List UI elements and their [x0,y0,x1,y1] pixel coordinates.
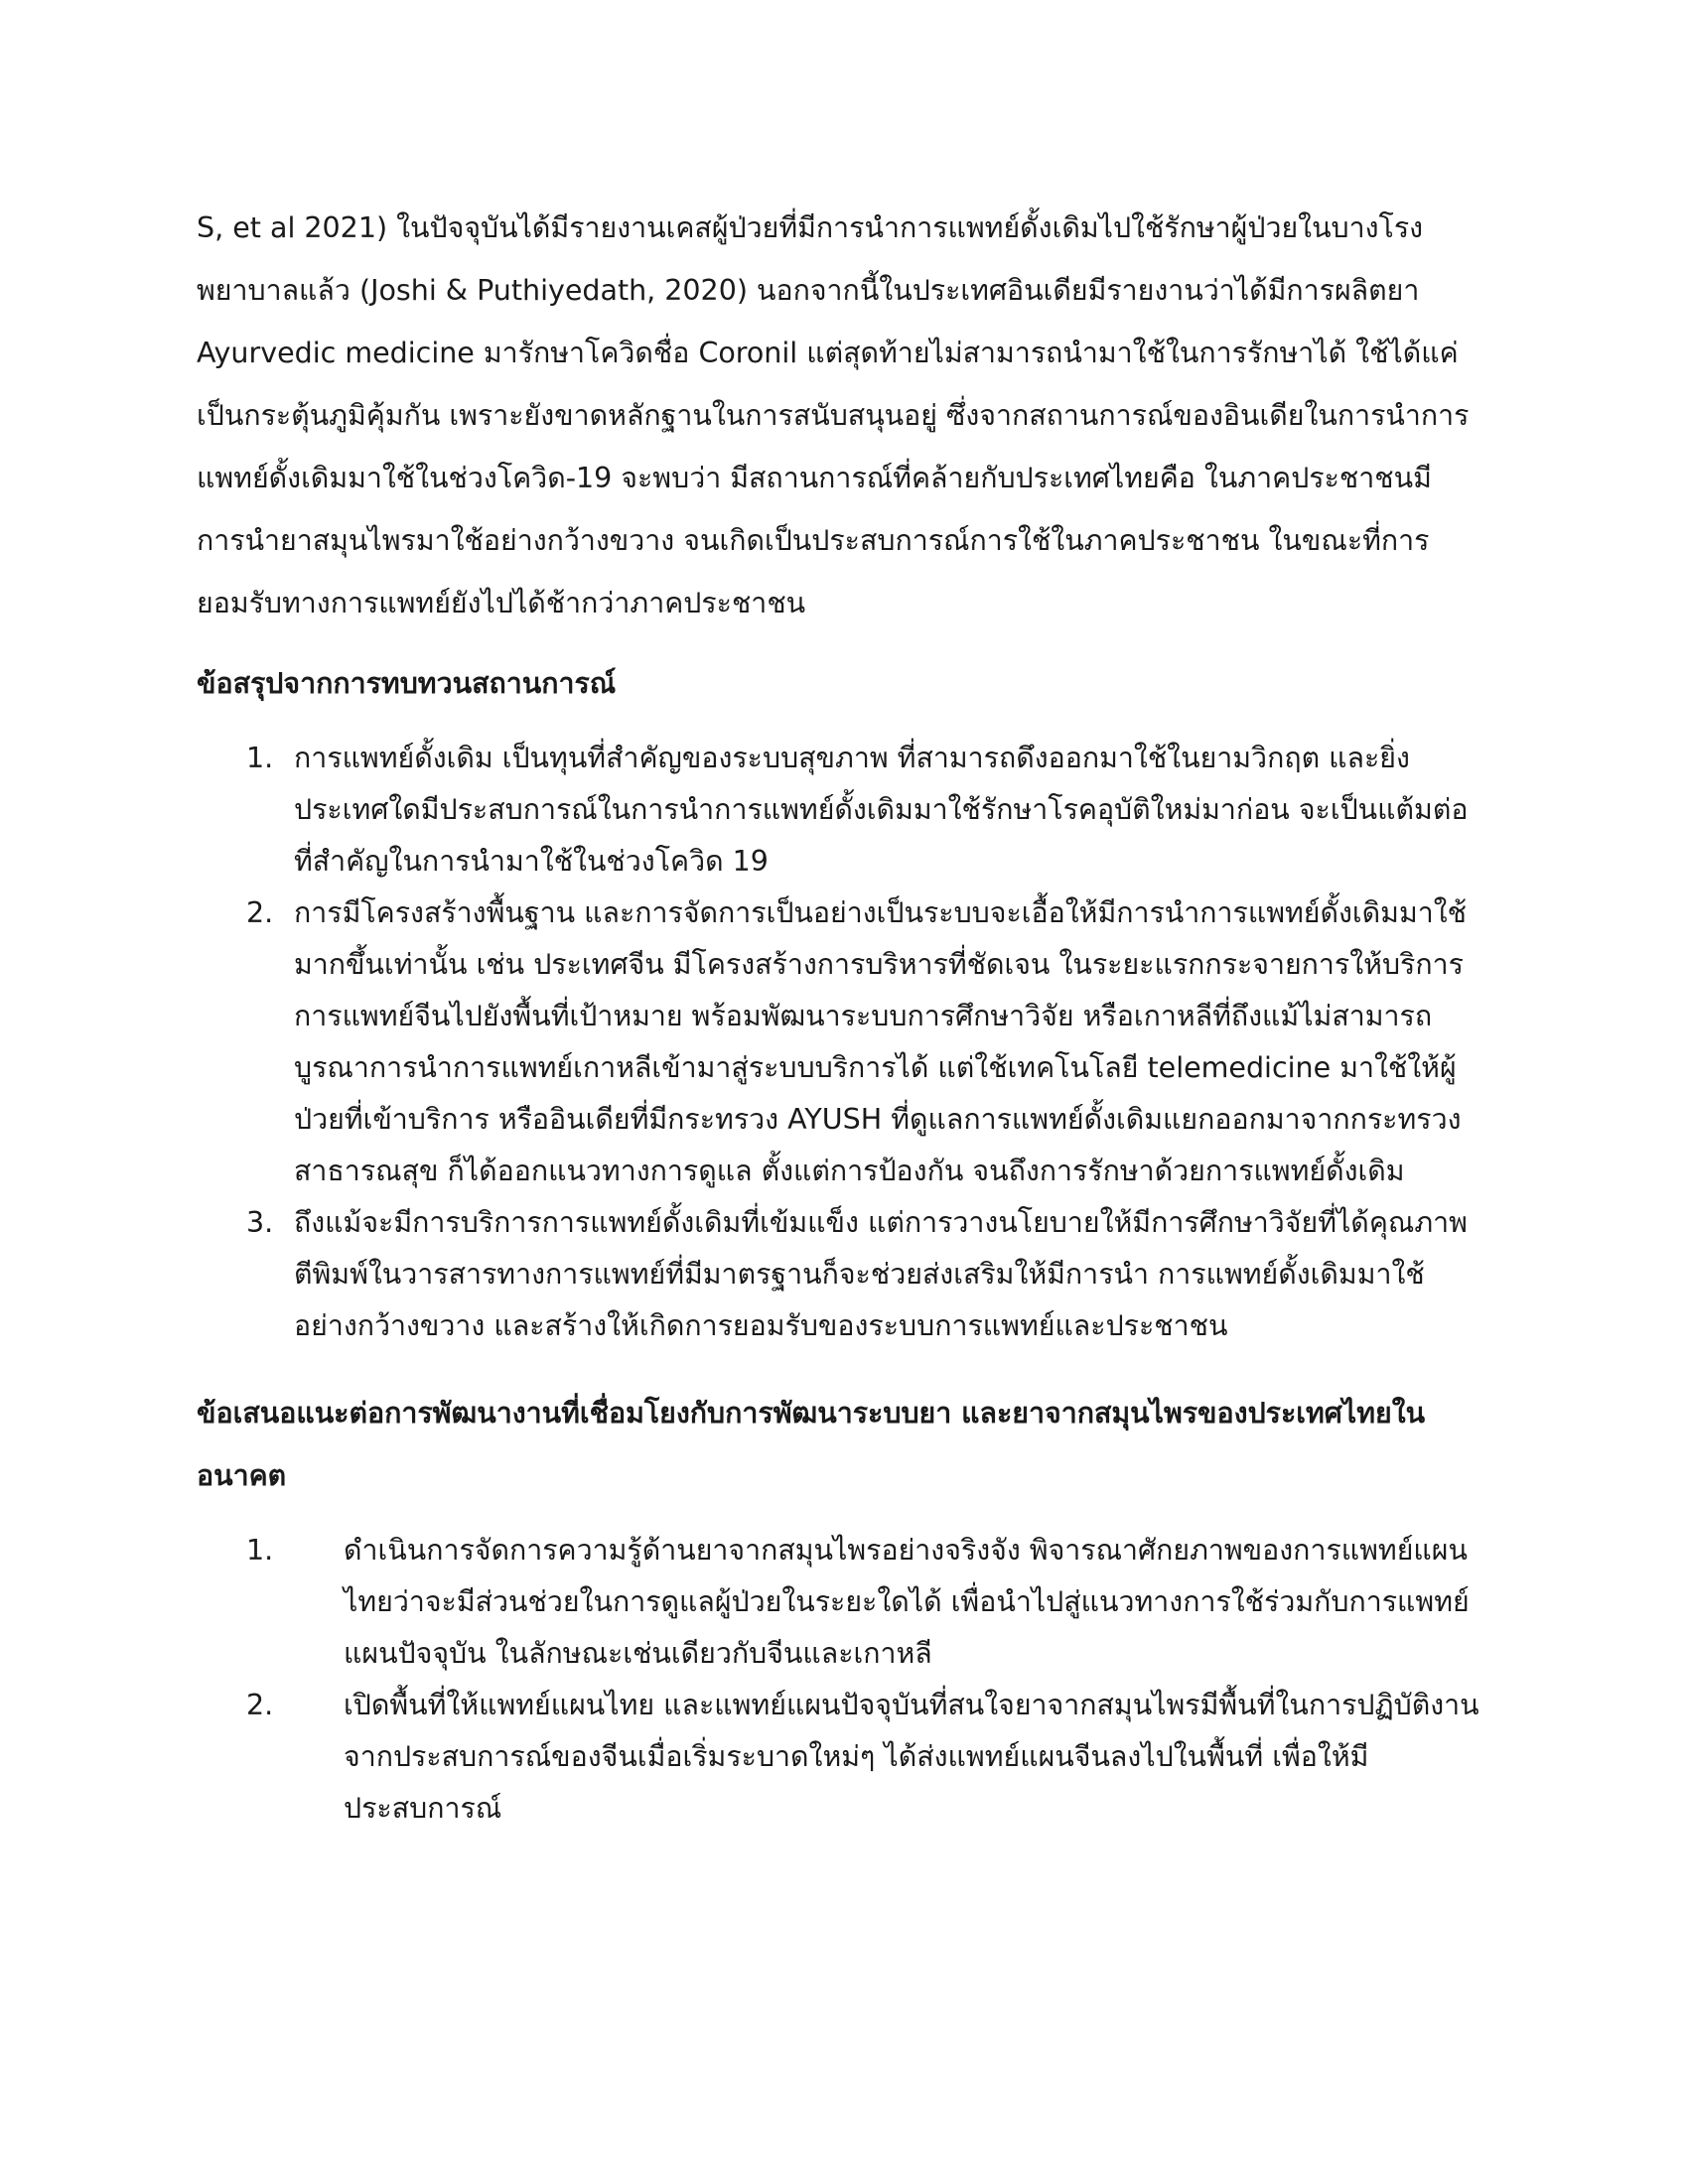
list-item-text: การมีโครงสร้างพื้นฐาน และการจัดการเป็นอย่างเป็นระบบจะเอื้อให้มีการนำการแพทย์ดั้งเดิมมาใช้มากขึ้นเท่านั้น เช่น ประเทศจีน มีโครงสร้างการบริหารที่ชัดเจน ในระยะแรกกระจายการให้บริการการแพทย์จีนไปยังพื้นที่เป้าหมาย พร้อมพัฒนาระบบการศึกษาวิจัย หรือเกาหลีที่ถึงแม้ไม่สามารถบูรณาการนำการแพทย์เกาหลีเข้ามาสู่ระบบบริการได้ แต่ใช้เทคโนโลยี telemedicine มาใช้ให้ผู้ป่วยที่เข้าบริการ หรืออินเดียที่มีกระทรวง AYUSH ที่ดูแลการแพทย์ดั้งเดิมแยกออกมาจากกระทรวงสาธารณสุข ก็ได้ออกแนวทางการดูแล ตั้งแต่การป้องกัน จนถึงการรักษาด้วยการแพทย์ดั้งเดิม [294,896,1467,1187]
list-item [197,1680,1483,1835]
recommendations-list [197,1525,1483,1835]
list-number: 1. [246,742,274,774]
list-item-text: ถึงแม้จะมีการบริการการแพทย์ดั้งเดิมที่เข้มแข็ง แต่การวางนโยบายให้มีการศึกษาวิจัยที่ได้คุณภาพตีพิมพ์ในวารสารทางการแพทย์ที่มีมาตรฐานก็จะช่วยส่งเสริมให้มีการนำ การแพทย์ดั้งเดิมมาใช้อย่างกว้างขวาง และสร้างให้เกิดการยอมรับของระบบการแพทย์และประชาชน [294,1206,1468,1342]
list-item [197,1525,1483,1680]
list-number: 2. [246,896,274,929]
section-heading-conclusions: ข้อสรุปจากการทบทวนสถานการณ์ [197,667,617,700]
list-item-text: ดำเนินการจัดการความรู้ด้านยาจากสมุนไพรอย่างจริงจัง พิจารณาศักยภาพของการแพทย์แผนไทยว่าจะมีส่วนช่วยในการดูแลผู้ป่วยในระยะใดได้ เพื่อนำไปสู่แนวทางการใช้ร่วมกับการแพทย์แผนปัจจุบัน ในลักษณะเช่นเดียวกับจีนและเกาหลี [344,1534,1470,1670]
section-heading-recommendations: ข้อเสนอแนะต่อการพัฒนางานที่เชื่อมโยงกับการพัฒนาระบบยา และยาจากสมุนไพรของประเทศไทยในอนาคต [197,1397,1426,1492]
list-number: 1. [246,1534,274,1567]
list-item [197,1197,1483,1352]
list-item-text: การแพทย์ดั้งเดิม เป็นทุนที่สำคัญของระบบสุขภาพ ที่สามารถดึงออกมาใช้ในยามวิกฤต และยิ่งประเทศใดมีประสบการณ์ในการนำการแพทย์ดั้งเดิมมาใช้รักษาโรคอุบัติใหม่มาก่อน จะเป็นแต้มต่อที่สำคัญในการนำมาใช้ในช่วงโควิด 19 [294,742,1469,878]
list-number: 2. [246,1689,274,1721]
list-item [197,887,1483,1197]
intro-paragraph: S, et al 2021) ในปัจจุบันได้มีรายงานเคสผู้ป่วยที่มีการนำการแพทย์ดั้งเดิมไปใช้รักษาผู้ป่วยในบางโรงพยาบาลแล้ว (Joshi & Puthiyedath, 2020) นอกจากนี้ในประเทศอินเดียมีรายงานว่าได้มีการผลิตยา Ayurvedic medicine มารักษาโควิดชื่อ Coronil แต่สุดท้ายไม่สามารถนำมาใช้ในการรักษาได้ ใช้ได้แค่เป็นกระตุ้นภูมิคุ้มกัน เพราะยังขาดหลักฐานในการสนับสนุนอยู่ ซึ่งจากสถานการณ์ของอินเดียในการนำการแพทย์ดั้งเดิมมาใช้ในช่วงโควิด-19 จะพบว่า มีสถานการณ์ที่คล้ายกับประเทศไทยคือ ในภาคประชาชนมีการนำยาสมุนไพรมาใช้อย่างกว้างขวาง จนเกิดเป็นประสบการณ์การใช้ในภาคประชาชน ในขณะที่การยอมรับทางการแพทย์ยังไปได้ช้ากว่าภาคประชาชน [197,211,1470,619]
document-body [197,197,1483,1835]
conclusions-list [197,733,1483,1352]
list-item-text: เปิดพื้นที่ให้แพทย์แผนไทย และแพทย์แผนปัจจุบันที่สนใจยาจากสมุนไพรมีพื้นที่ในการปฏิบัติงานจากประสบการณ์ของจีนเมื่อเริ่มระบาดใหม่ๆ ได้ส่งแพทย์แผนจีนลงไปในพื้นที่ เพื่อให้มีประสบการณ์ [344,1689,1479,1825]
list-item [197,733,1483,887]
list-number: 3. [246,1206,274,1239]
